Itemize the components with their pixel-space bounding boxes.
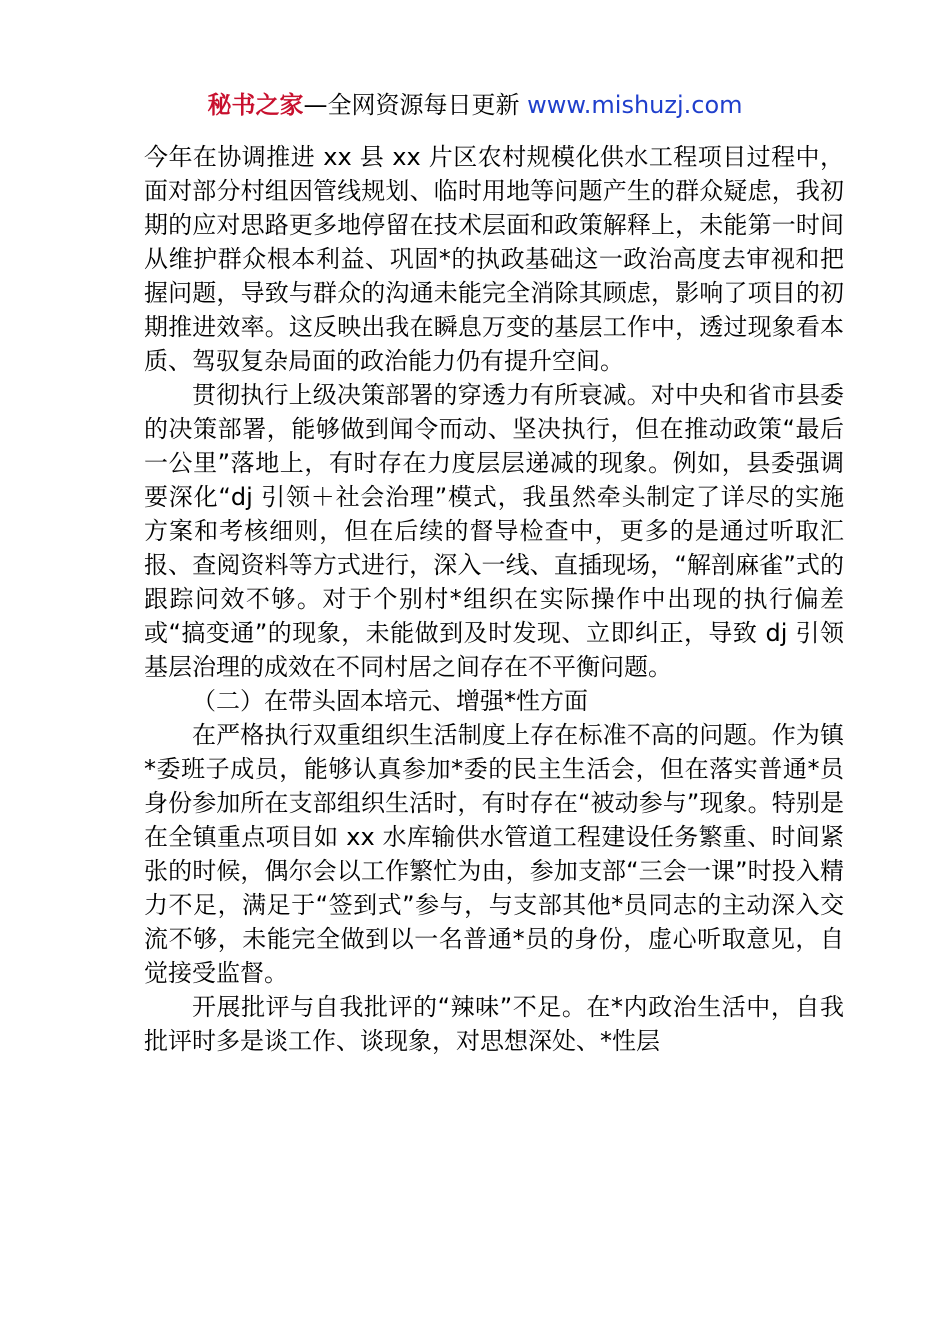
brand-name: 秘书之家 — [207, 91, 304, 119]
document-body — [144, 140, 844, 1058]
site-url-link[interactable]: www.mishuzj.com — [527, 91, 743, 119]
page-header — [0, 88, 950, 122]
header-tagline: —全网资源每日更新 — [303, 91, 528, 119]
paragraph-organizational-life: 在严格执行双重组织生活制度上存在标准不高的问题。作为镇*委班子成员，能够认真参加*委的民主生活会，但在落实普通*员身份参加所在支部组织生活时，有时存在“被动参与”现象。特别是在全镇重点项目如 xx 水库输供水管道工程建设任务繁重、时间紧张的时候，偶尔会以工作繁忙为由，参加支部“三会一课”时投入精力不足，满足于“签到式”参与，与支部其他*员同志的主动深入交流不够，未能完全做到以一名普通*员的身份，虚心听取意见，自觉接受监督。 — [144, 721, 844, 987]
section-heading: （二）在带头固本培元、增强*性方面 — [192, 687, 588, 715]
paragraph-policy-execution: 贯彻执行上级决策部署的穿透力有所衰减。对中央和省市县委的决策部署，能够做到闻令而动、坚决执行，但在推动政策“最后一公里”落地上，有时存在力度层层递减的现象。例如，县委强调要深化“dj 引领＋社会治理”模式，我虽然牵头制定了详尽的实施方案和考核细则，但在后续的督导检查中，更多的是通过听取汇报、查阅资料等方式进行，深入一线、直插现场，“解剖麻雀”式的跟踪问效不够。对于个别村*组织在实际操作中出现的执行偏差或“搞变通”的现象，未能做到及时发现、立即纠正，导致 dj 引领基层治理的成效在不同村居之间存在不平衡问题。 — [144, 381, 844, 681]
paragraph-criticism: 开展批评与自我批评的“辣味”不足。在*内政治生活中，自我批评时多是谈工作、谈现象，对思想深处、*性层 — [144, 993, 844, 1055]
paragraph-project-coordination: 今年在协调推进 xx 县 xx 片区农村规模化供水工程项目过程中，面对部分村组因管线规划、临时用地等问题产生的群众疑虑，我初期的应对思路更多地停留在技术层面和政策解释上，未能第一时间从维护群众根本利益、巩固*的执政基础这一政治高度去审视和把握问题，导致与群众的沟通未能完全消除其顾虑，影响了项目的初期推进效率。这反映出我在瞬息万变的基层工作中，透过现象看本质、驾驭复杂局面的政治能力仍有提升空间。 — [144, 143, 844, 375]
